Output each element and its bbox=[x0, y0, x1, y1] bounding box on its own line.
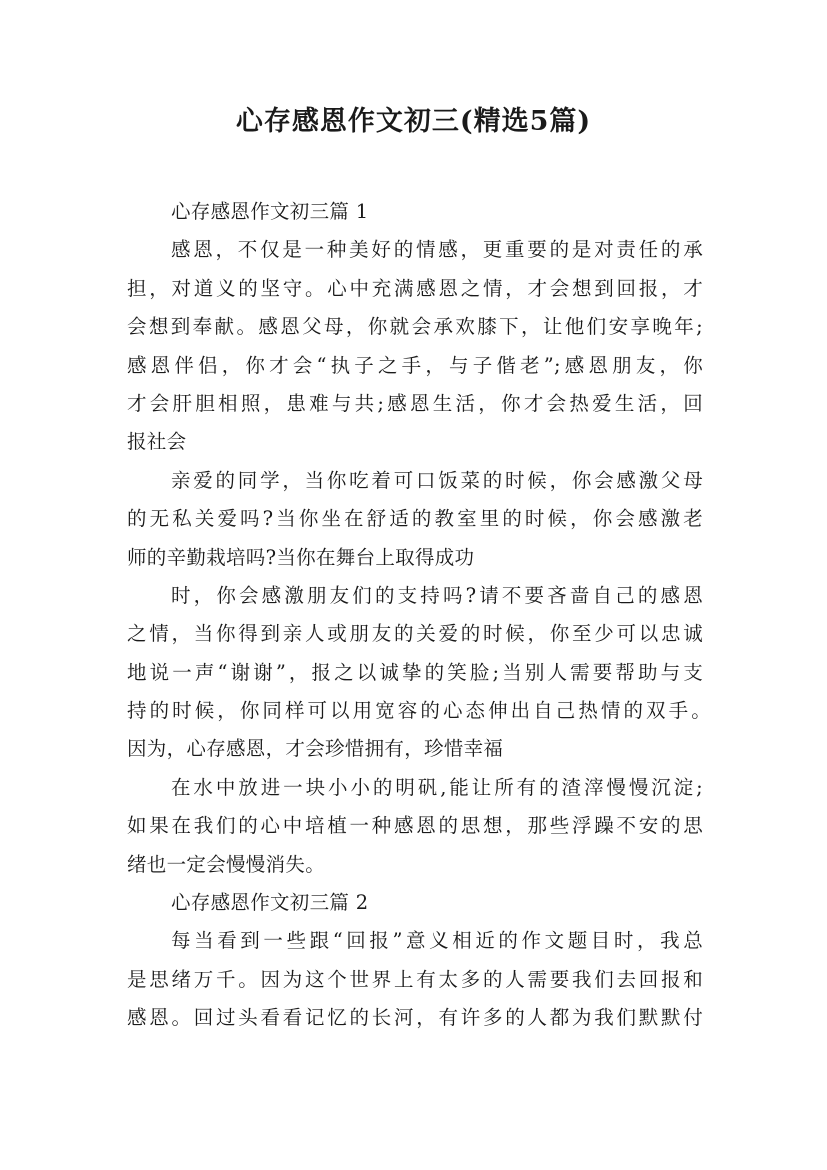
text-line: 师的辛勤栽培吗?当你在舞台上取得成功 bbox=[127, 545, 475, 569]
text-line: 的无私关爱吗?当你坐在舒适的教室里的时候，你会感激老 bbox=[127, 507, 703, 531]
document-title: 心存感恩作文初三(精选5篇) bbox=[235, 106, 592, 137]
text-line: 报社会 bbox=[127, 430, 187, 454]
text-line: 心存感恩作文初三篇 1 bbox=[171, 200, 369, 223]
text-line: 之情，当你得到亲人或朋友的关爱的时候，你至少可以忠诚 bbox=[127, 622, 703, 646]
text-line: 是思绪万千。因为这个世界上有太多的人需要我们去回报和 bbox=[127, 967, 703, 991]
text-line: 在水中放进一块小小的明矾,能让所有的渣滓慢慢沉淀; bbox=[171, 775, 703, 799]
text-line: 每当看到一些跟“回报”意义相近的作文题目时，我总 bbox=[171, 929, 703, 953]
text-line: 会想到奉献。感恩父母，你就会承欢膝下，让他们安享晚年; bbox=[127, 315, 703, 339]
text-line: 才会肝胆相照，患难与共;感恩生活，你才会热爱生活，回 bbox=[127, 391, 703, 415]
text-line: 感恩，不仅是一种美好的情感，更重要的是对责任的承 bbox=[171, 238, 703, 262]
text-line: 担，对道义的坚守。心中充满感恩之情，才会想到回报，才 bbox=[127, 276, 703, 300]
text-line: 时，你会感激朋友们的支持吗?请不要吝啬自己的感恩 bbox=[171, 583, 703, 607]
text-line: 因为，心存感恩，才会珍惜拥有，珍惜幸福 bbox=[127, 737, 504, 761]
text-line: 如果在我们的心中培植一种感恩的思想，那些浮躁不安的思 bbox=[127, 814, 703, 838]
document-body bbox=[127, 193, 711, 1038]
text-line: 心存感恩作文初三篇 2 bbox=[171, 891, 369, 915]
text-line: 绪也一定会慢慢消失。 bbox=[127, 852, 326, 876]
text-line: 持的时候，你同样可以用宽容的心态伸出自己热情的双手。 bbox=[127, 699, 711, 723]
text-line: 地说一声“谢谢”，报之以诚挚的笑脸;当别人需要帮助与支 bbox=[127, 660, 703, 684]
text-line: 感恩伴侣，你才会“执子之手，与子偕老”;感恩朋友，你 bbox=[127, 353, 703, 377]
text-line: 亲爱的同学，当你吃着可口饭菜的时候，你会感激父母 bbox=[171, 468, 703, 492]
text-line: 感恩。回过头看看记忆的长河，有许多的人都为我们默默付 bbox=[127, 1006, 703, 1030]
